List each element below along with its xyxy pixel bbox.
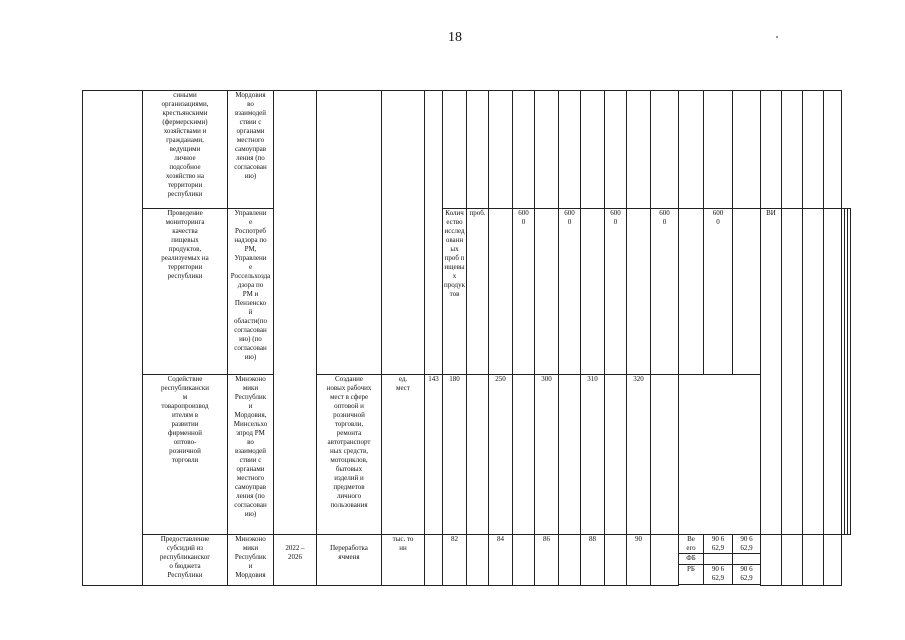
value-2026: 90 [627,535,651,586]
table-row [83,209,851,375]
funding-cell [803,209,824,535]
scan-speck [776,36,778,38]
value-2024: 300 [535,375,559,535]
measure-cell: Предоставление субсидий из республиканског о бюджета Республики [143,535,228,586]
value-cell [513,535,535,586]
executor-cell: Мордовия во взаимодей ствии с органами местного самоуправ ления (по согласован ию) [228,91,274,209]
funding-federal-value-1 [704,554,733,565]
funding-cell [803,91,824,209]
funding-cell [733,91,761,209]
value-cell [679,209,704,375]
value-2025: 88 [581,535,605,586]
funding-cell [782,91,803,209]
indicator-cell: Количество исследованных проб пищевых продуктов [443,209,467,375]
period-cell: 2022 – 2026 [274,535,317,586]
value-cell [559,375,581,535]
table-row [83,91,851,209]
value-cell [535,91,559,209]
value-2022: 82 [443,535,467,586]
value-cell [467,535,489,586]
value-cell [535,209,559,375]
value-2022: 180 [443,375,467,535]
funding-cell [704,91,733,209]
value-2023: 250 [489,375,513,535]
funding-cell [824,535,842,586]
value-cell [559,535,581,586]
indicator-cell: Создание новых рабочих мест в сфере оптовой и розничной торговли, ремонта автотранспорт ных средств, мотоциклов, бытовых изделий и предметов личного пользования [317,375,382,535]
value-2025: 600 0 [651,209,679,375]
unit-cell [382,91,425,375]
executor-cell: Минэконо мики Республик и Мордовия, Минсельхо зпрод РМ во взаимодей ствии с органами местного самоуправ ления (по согласован ию) [228,375,274,535]
value-cell [605,91,627,209]
table-row [83,535,851,553]
unit-cell: проб. [467,209,489,375]
funding-total-value-1: 90 6 62,9 [704,535,733,554]
program-table [82,90,851,586]
value-2023: 84 [489,535,513,586]
source-code-cell: ВИ [761,209,782,535]
funding-cell [782,535,803,586]
value-cell [733,209,761,375]
value-cell [605,535,627,586]
value-cell [513,375,535,535]
measure-cell: сиными организациями, крестьянскими (фермерскими) хозяйствами и гражданами, ведущими личное подсобное хозяйство на территории республики [143,91,228,209]
value-cell [651,375,679,535]
base-value-cell [425,91,443,375]
base-value-cell: 143 [425,375,443,535]
value-cell [627,209,651,375]
unit-cell: ед. мест [382,375,425,535]
measure-cell: Содействие республикански м товаропроизвод ителям в развитии фирменной оптово- розничной торговли [143,375,228,535]
funding-cell [848,209,851,535]
blank-cell [83,91,143,586]
value-cell [581,91,605,209]
funding-regional-value-2: 90 6 62,9 [733,565,761,585]
funding-cell [824,91,842,209]
funding-label-regional: РБ [679,565,704,585]
funding-cell [761,91,782,209]
value-2025: 310 [581,375,605,535]
period-cell [274,91,317,535]
value-cell [605,375,627,535]
value-2024: 86 [535,535,559,586]
indicator-cell: Переработка ячменя [317,535,382,586]
funding-label-federal: ФБ [679,554,704,565]
funding-cell [782,209,803,535]
measure-cell: Проведение мониторинга качества пищевых продуктов, реализуемых на территории республики [143,209,228,375]
executor-cell: Управлени е Роспотреб надзора по РМ, Управлени е Россельхоздадзора по РМ и Пензенско й области(по согласован ию) (по согласован ию) [228,209,274,375]
base-value-cell [425,535,443,586]
value-cell [651,535,679,586]
value-cell [443,91,467,209]
executor-cell: Минэконо мики Республик и Мордовия [228,535,274,586]
value-cell [651,91,679,209]
indicator-cell [317,91,382,375]
funding-cell [824,209,842,535]
value-cell [581,209,605,375]
value-2026: 600 0 [704,209,733,375]
unit-cell: тыс. то нн [382,535,425,586]
source-cell [679,91,704,209]
page-number: 18 [448,30,462,45]
value-2023: 600 0 [559,209,581,375]
table-row [83,375,851,535]
value-2026: 320 [627,375,651,535]
value-cell [467,91,489,209]
value-cell [467,375,489,535]
funding-federal-value-2 [733,554,761,565]
funding-cell [803,535,824,586]
base-value-cell [489,209,513,375]
value-cell [513,91,535,209]
funding-cell [761,535,782,586]
value-cell [489,91,513,209]
funding-regional-value-1: 90 6 62,9 [704,565,733,585]
value-cell [559,91,581,209]
funding-total-value-2: 90 6 62,9 [733,535,761,554]
value-2022: 600 0 [513,209,535,375]
funding-label-total: Ве его [679,535,704,554]
value-cell [627,91,651,209]
value-2024: 600 0 [605,209,627,375]
